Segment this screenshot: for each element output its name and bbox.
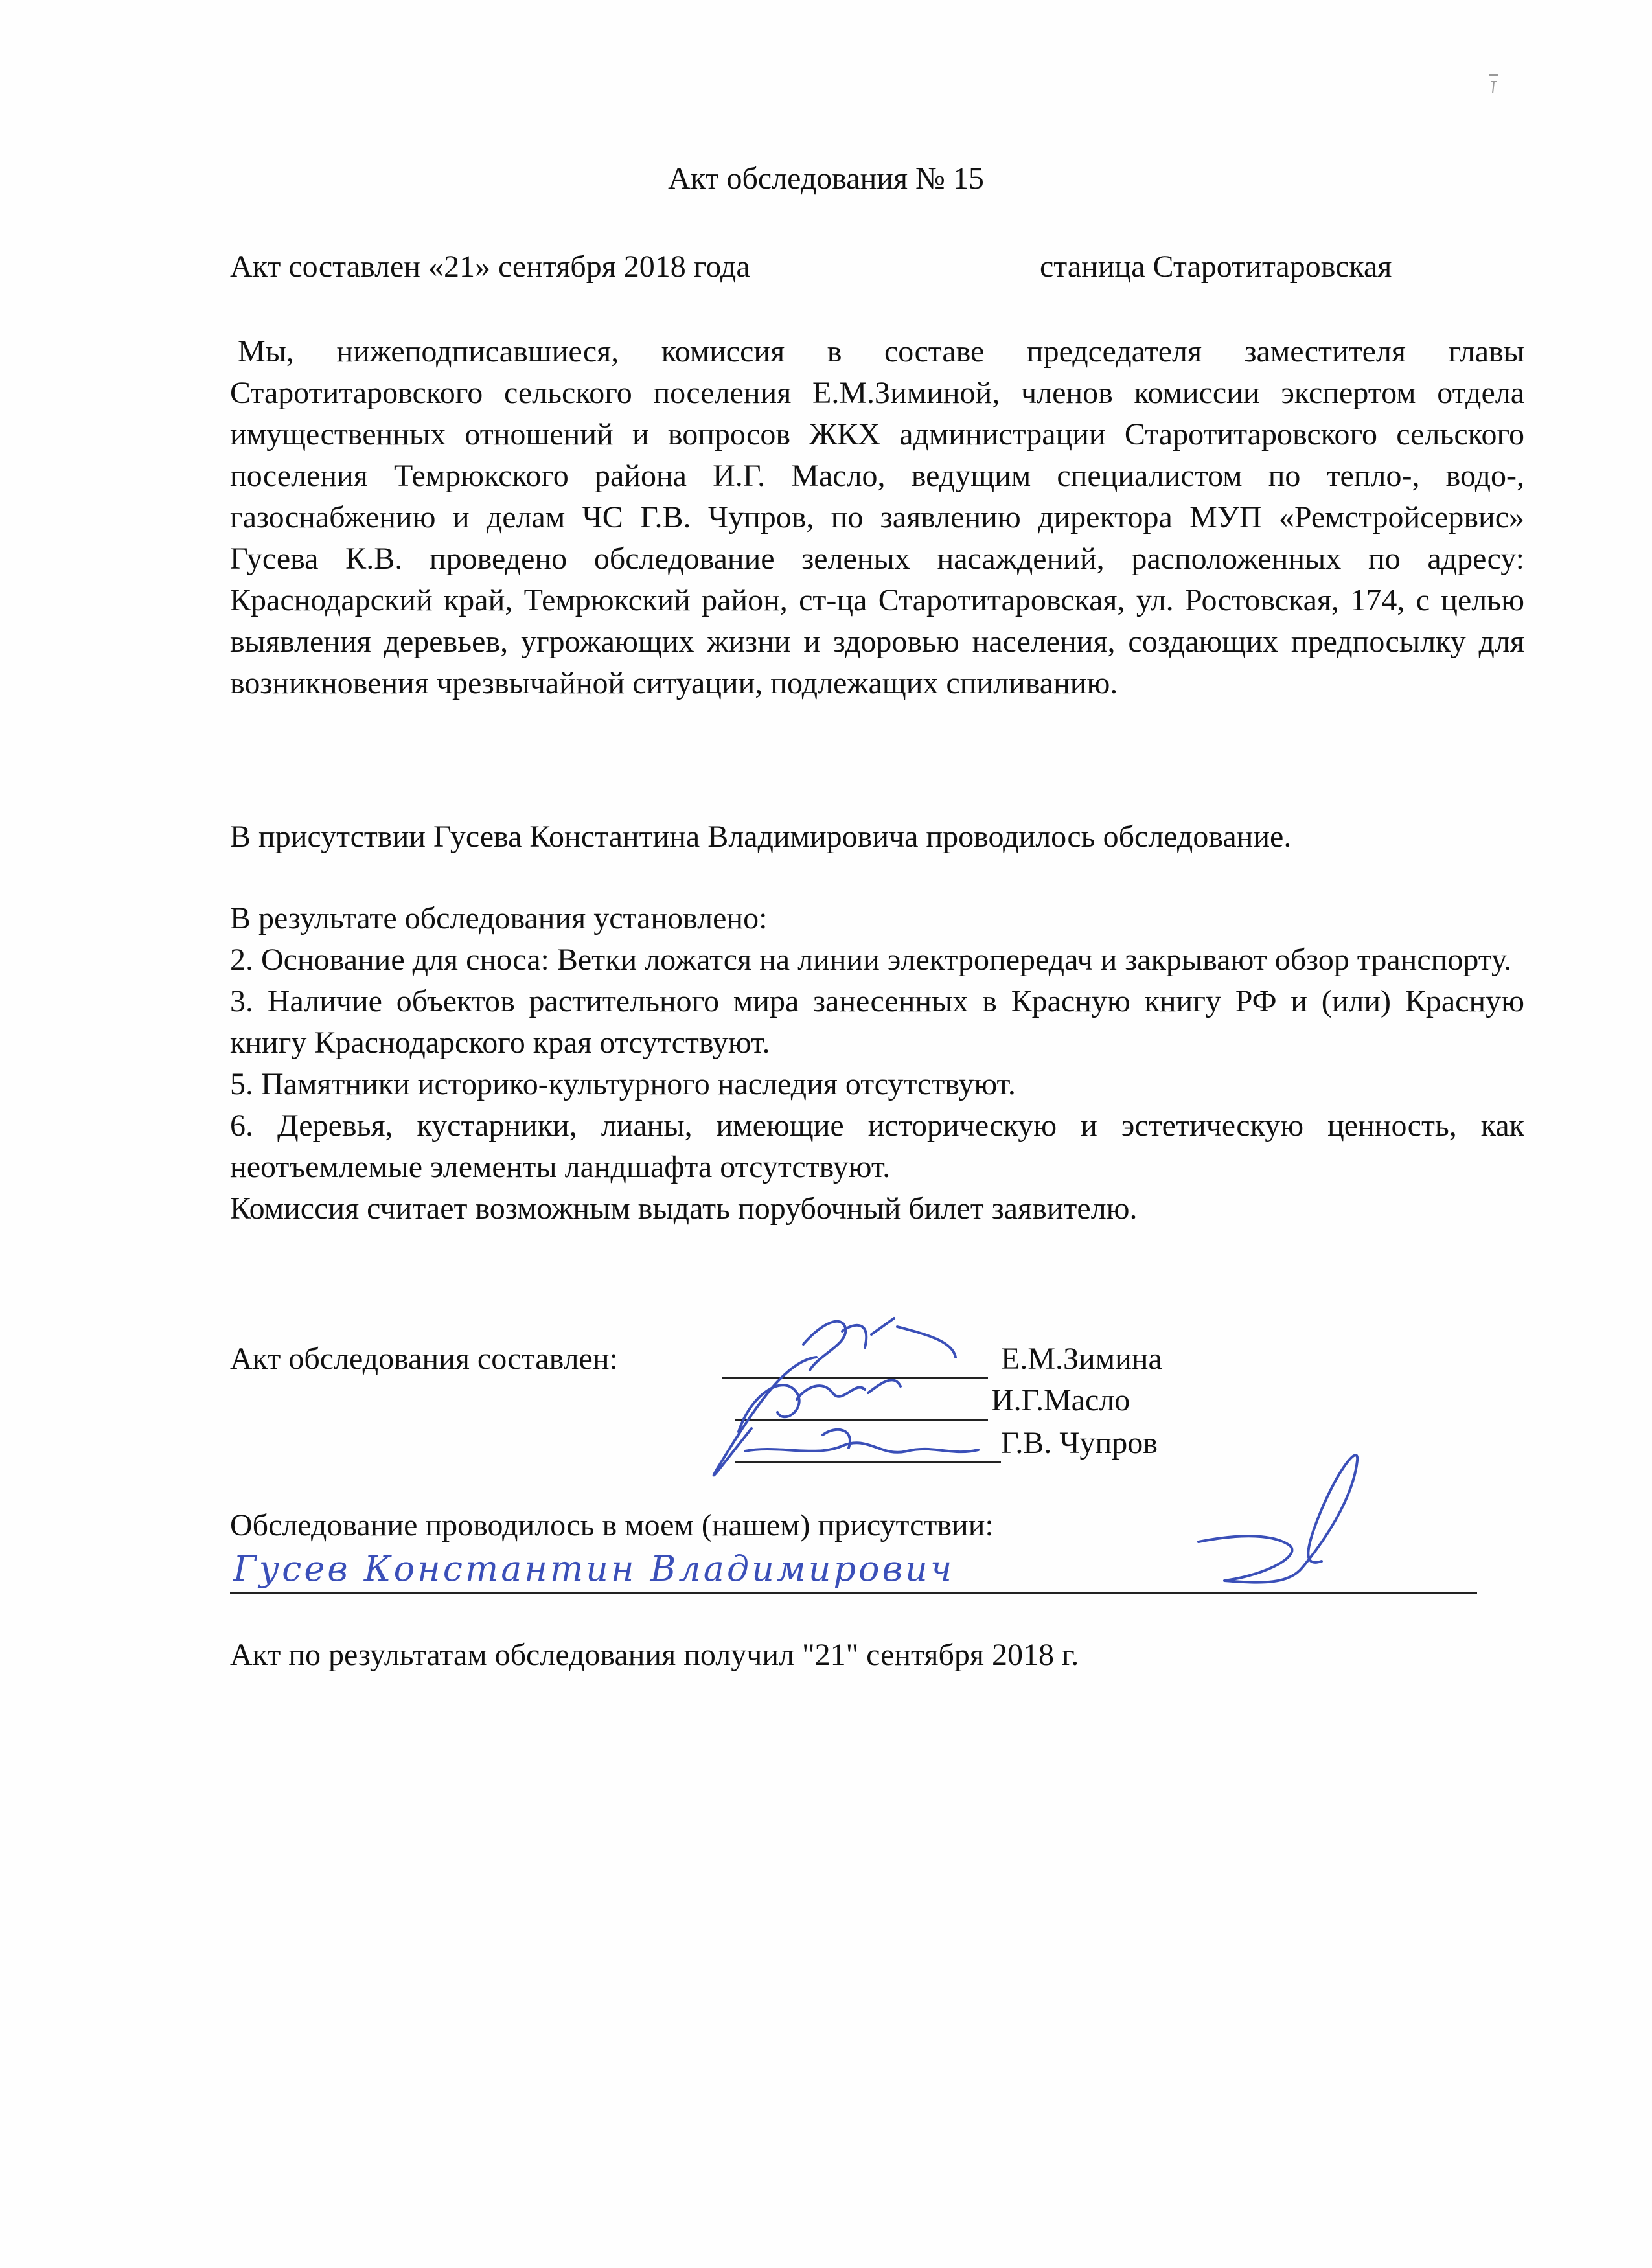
scan-mark-icon — [1487, 71, 1501, 97]
presence-paragraph: В присутствии Гусева Константина Владимировича проводилось обследование. — [230, 819, 1292, 854]
signatory-name: И.Г.Масло — [991, 1383, 1130, 1417]
document-place: станица Старотитаровская — [1040, 249, 1392, 284]
signature-line — [735, 1423, 1001, 1463]
received-line: Акт по результатам обследования получил "21" сентября 2018 г. — [230, 1638, 1079, 1672]
signature-line — [735, 1380, 988, 1421]
result-item: 3. Наличие объектов растительного мира занесенных в Красную книгу РФ и (или) Красную книгу Краснодарского края отсутствуют. — [230, 984, 1524, 1060]
signatures-label: Акт обследования составлен: — [230, 1342, 618, 1376]
results-heading: В результате обследования установлено: — [230, 901, 768, 935]
signatory-name: Г.В. Чупров — [1001, 1426, 1158, 1460]
result-item: 2. Основание для сноса: Ветки ложатся на линии электропередач и закрывают обзор транспорту. — [230, 943, 1512, 977]
signatory-name: Е.М.Зимина — [1001, 1342, 1162, 1376]
presence-label: Обследование проводилось в моем (нашем) присутствии: — [230, 1508, 994, 1542]
document-date: Акт составлен «21» сентября 2018 года — [230, 249, 750, 284]
result-item: 5. Памятники историко-культурного наследия отсутствуют. — [230, 1067, 1016, 1101]
intro-paragraph: Мы, нижеподписавшиеся, комиссия в составе председателя заместителя главы Старотитаровского сельского поселения Е.М.Зиминой, членов комиссии экспертом отдела имущественных отношений и вопросов ЖКХ администрации Старотитаровского сельского поселения Темрюкского района И.Г. Масло, ведущим специалистом по тепло-, водо-, газоснабжению и делам ЧС Г.В. Чупров, по заявлению директора МУП «Ремстройсервис» Гусева К.В. проведено обследование зеленых насаждений, расположенных по адресу: Краснодарский край, Темрюкский район, ст-ца Старотитаровская, ул. Ростовская, 174, с целью выявления деревьев, угрожающих жизни и здоровью населения, создающих предпосылку для возникновения чрезвычайной ситуации, подлежащих спиливанию. — [230, 334, 1524, 700]
handwritten-name: Гусев Константин Владимирович — [233, 1548, 955, 1589]
result-item: Комиссия считает возможным выдать порубочный билет заявителю. — [230, 1191, 1138, 1226]
result-item: 6. Деревья, кустарники, лианы, имеющие историческую и эстетическую ценность, как неотъемлемые элементы ландшафта отсутствуют. — [230, 1108, 1524, 1184]
results-section — [230, 898, 1524, 1230]
signature-line — [722, 1338, 988, 1379]
document-title: Акт обследования № 15 — [668, 161, 984, 196]
